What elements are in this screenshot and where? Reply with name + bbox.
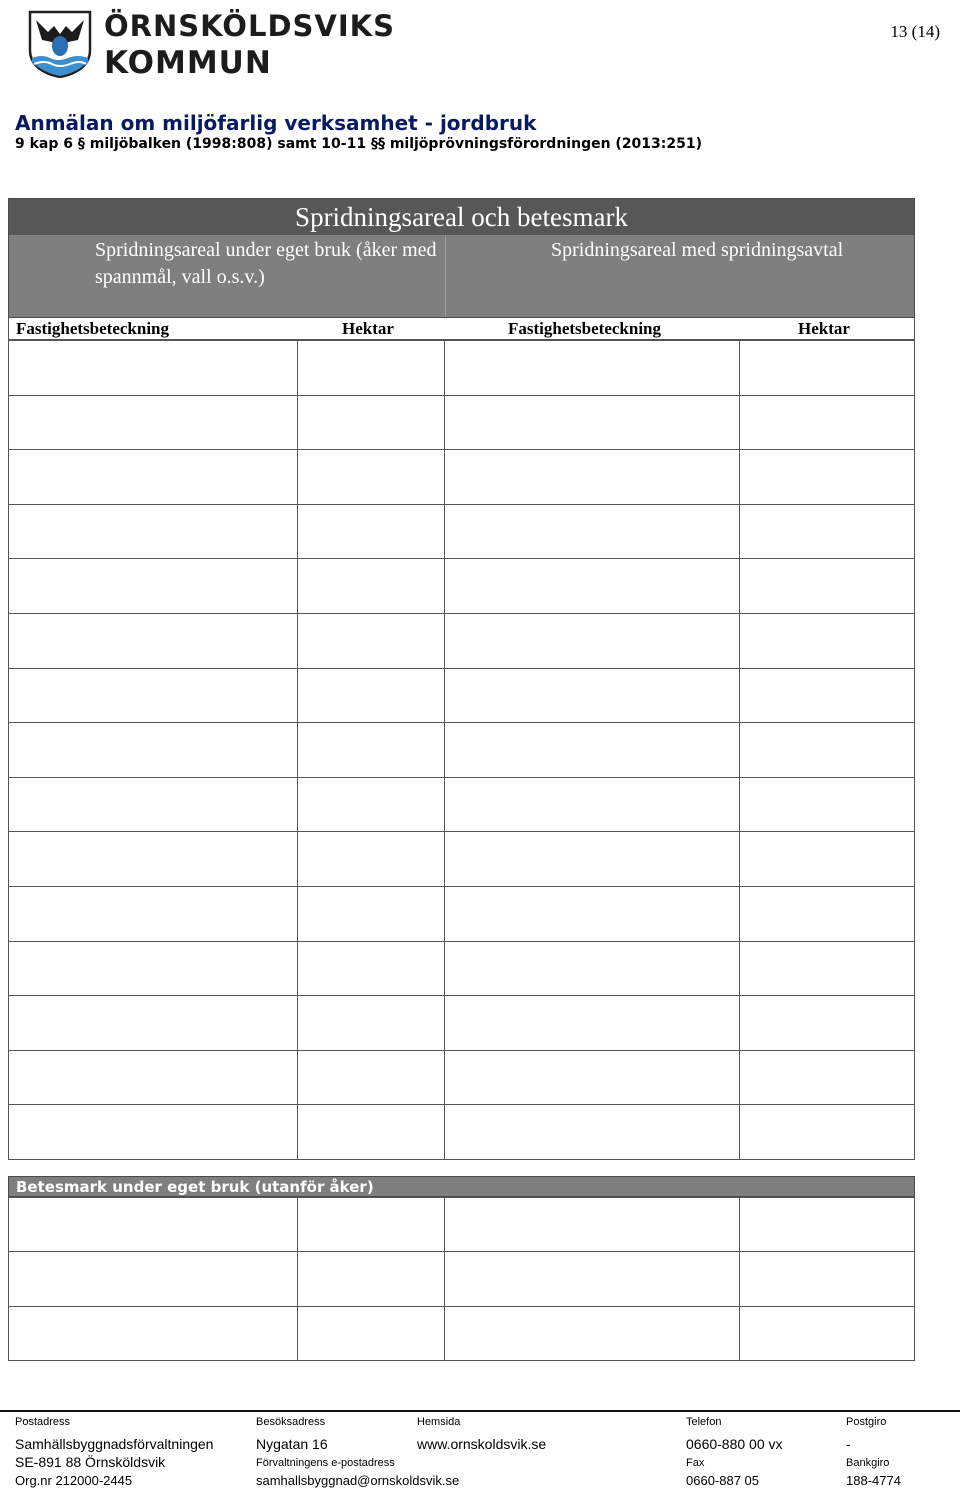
avtal-hektar-cell[interactable]	[740, 1105, 915, 1160]
avtal-fastighetsbeteckning-cell[interactable]	[444, 886, 740, 941]
fastighetsbeteckning-cell[interactable]	[9, 1050, 298, 1105]
footer-postadress-label: Postadress	[15, 1416, 71, 1428]
fastighetsbeteckning-cell[interactable]	[9, 1306, 298, 1360]
avtal-hektar-cell[interactable]	[740, 341, 915, 396]
avtal-fastighetsbeteckning-cell[interactable]	[444, 450, 740, 505]
grazing_rows-row	[9, 1252, 915, 1306]
hektar-cell[interactable]	[297, 341, 444, 396]
avtal-fastighetsbeteckning-cell[interactable]	[444, 559, 740, 614]
document-subtitle: 9 kap 6 § miljöbalken (1998:808) samt 10-11 §§ miljöprövningsförordningen (2013:251)	[15, 136, 703, 152]
avtal-fastighetsbeteckning-cell[interactable]	[444, 777, 740, 832]
fastighetsbeteckning-cell[interactable]	[9, 723, 298, 778]
grazing_rows-row	[9, 1198, 915, 1252]
hektar-cell[interactable]	[297, 1198, 444, 1252]
avtal-fastighetsbeteckning-cell[interactable]	[444, 996, 740, 1051]
grazing_rows-row	[9, 1306, 915, 1360]
avtal-fastighetsbeteckning-cell[interactable]	[444, 1252, 740, 1306]
fastighetsbeteckning-cell[interactable]	[9, 450, 298, 505]
avtal-fastighetsbeteckning-cell[interactable]	[444, 504, 740, 559]
footer-postadress-line1: Samhällsbyggnadsförvaltningen	[15, 1436, 214, 1452]
hektar-cell[interactable]	[297, 504, 444, 559]
hektar-cell[interactable]	[297, 613, 444, 668]
avtal-hektar-cell[interactable]	[740, 1198, 915, 1252]
fastighetsbeteckning-cell[interactable]	[9, 504, 298, 559]
fastighetsbeteckning-cell[interactable]	[9, 559, 298, 614]
section-title: Spridningsareal och betesmark	[295, 202, 628, 232]
main_rows-row	[9, 1105, 915, 1160]
hektar-cell[interactable]	[297, 886, 444, 941]
main_rows-row	[9, 668, 915, 723]
fastighetsbeteckning-cell[interactable]	[9, 832, 298, 887]
hektar-cell[interactable]	[297, 1306, 444, 1360]
main_rows-row	[9, 450, 915, 505]
fastighetsbeteckning-cell[interactable]	[9, 395, 298, 450]
contract-heading: Spridningsareal med spridningsavtal	[551, 239, 844, 261]
document-title: Anmälan om miljöfarlig verksamhet - jordbruk	[15, 111, 537, 135]
municipality-logo	[28, 9, 395, 82]
col-header-hektar-1: Hektar	[342, 319, 394, 338]
page-number: 13 (14)	[890, 22, 940, 41]
footer-bankgiro-label: Bankgiro	[846, 1457, 890, 1469]
avtal-fastighetsbeteckning-cell[interactable]	[444, 1105, 740, 1160]
footer-bankgiro: 188-4774	[846, 1473, 901, 1488]
footer-telefon: 0660-880 00 vx	[686, 1436, 783, 1452]
avtal-hektar-cell[interactable]	[740, 668, 915, 723]
avtal-hektar-cell[interactable]	[740, 1306, 915, 1360]
footer-hemsida-label: Hemsida	[417, 1416, 461, 1428]
logo-text-line1: ÖRNSKÖLDSVIKS	[104, 9, 395, 43]
main_rows-row	[9, 1050, 915, 1105]
hektar-cell[interactable]	[297, 395, 444, 450]
avtal-fastighetsbeteckning-cell[interactable]	[444, 1198, 740, 1252]
page-footer	[0, 1410, 960, 1491]
footer-epost: samhallsbyggnad@ornskoldsvik.se	[256, 1473, 460, 1488]
coat-of-arms-icon	[28, 10, 92, 78]
main_rows-row	[9, 613, 915, 668]
spreading-area-table	[8, 340, 915, 1160]
main_rows-row	[9, 559, 915, 614]
avtal-hektar-cell[interactable]	[740, 559, 915, 614]
footer-besoksadress: Nygatan 16	[256, 1436, 328, 1452]
logo-text-line2: KOMMUN	[104, 45, 272, 81]
hektar-cell[interactable]	[297, 1105, 444, 1160]
avtal-hektar-cell[interactable]	[740, 504, 915, 559]
avtal-hektar-cell[interactable]	[740, 941, 915, 996]
fastighetsbeteckning-cell[interactable]	[9, 613, 298, 668]
col-header-hektar-2: Hektar	[798, 319, 850, 338]
avtal-hektar-cell[interactable]	[740, 613, 915, 668]
fastighetsbeteckning-cell[interactable]	[9, 996, 298, 1051]
hektar-cell[interactable]	[297, 777, 444, 832]
col-header-fastighet-1: Fastighetsbeteckning	[16, 319, 169, 338]
fastighetsbeteckning-cell[interactable]	[9, 886, 298, 941]
avtal-fastighetsbeteckning-cell[interactable]	[444, 1306, 740, 1360]
avtal-fastighetsbeteckning-cell[interactable]	[444, 613, 740, 668]
hektar-cell[interactable]	[297, 941, 444, 996]
footer-fax-label: Fax	[686, 1457, 705, 1469]
footer-hemsida: www.ornskoldsvik.se	[417, 1436, 547, 1452]
avtal-hektar-cell[interactable]	[740, 1050, 915, 1105]
footer-orgnr: Org.nr 212000-2445	[15, 1473, 133, 1488]
footer-postgiro: -	[846, 1436, 851, 1452]
footer-postgiro-label: Postgiro	[846, 1416, 887, 1428]
avtal-fastighetsbeteckning-cell[interactable]	[444, 1050, 740, 1105]
avtal-hektar-cell[interactable]	[740, 832, 915, 887]
hektar-cell[interactable]	[297, 996, 444, 1051]
footer-epost-label: Förvaltningens e-postadress	[256, 1457, 395, 1469]
hektar-cell[interactable]	[297, 1252, 444, 1306]
hektar-cell[interactable]	[297, 723, 444, 778]
avtal-hektar-cell[interactable]	[740, 886, 915, 941]
fastighetsbeteckning-cell[interactable]	[9, 1105, 298, 1160]
main_rows-row	[9, 723, 915, 778]
main_rows-row	[9, 777, 915, 832]
main_rows-row	[9, 832, 915, 887]
avtal-hektar-cell[interactable]	[740, 996, 915, 1051]
avtal-hektar-cell[interactable]	[740, 777, 915, 832]
avtal-fastighetsbeteckning-cell[interactable]	[444, 668, 740, 723]
avtal-fastighetsbeteckning-cell[interactable]	[444, 341, 740, 396]
column-headers	[8, 317, 915, 340]
fastighetsbeteckning-cell[interactable]	[9, 341, 298, 396]
fastighetsbeteckning-cell[interactable]	[9, 1252, 298, 1306]
col-header-fastighet-2: Fastighetsbeteckning	[508, 319, 661, 338]
avtal-hektar-cell[interactable]	[740, 395, 915, 450]
fastighetsbeteckning-cell[interactable]	[9, 777, 298, 832]
footer-fax: 0660-887 05	[686, 1473, 760, 1488]
hektar-cell[interactable]	[297, 832, 444, 887]
avtal-hektar-cell[interactable]	[740, 723, 915, 778]
main_rows-row	[9, 341, 915, 396]
main_rows-row	[9, 941, 915, 996]
main_rows-row	[9, 996, 915, 1051]
section-header	[8, 198, 915, 318]
hektar-cell[interactable]	[297, 1050, 444, 1105]
hektar-cell[interactable]	[297, 668, 444, 723]
avtal-hektar-cell[interactable]	[740, 450, 915, 505]
fastighetsbeteckning-cell[interactable]	[9, 1198, 298, 1252]
header-divider	[445, 235, 446, 317]
grazing-label: Betesmark under eget bruk (utanför åker)	[8, 1176, 915, 1197]
fastighetsbeteckning-cell[interactable]	[9, 941, 298, 996]
hektar-cell[interactable]	[297, 450, 444, 505]
avtal-fastighetsbeteckning-cell[interactable]	[444, 723, 740, 778]
main_rows-row	[9, 504, 915, 559]
footer-telefon-label: Telefon	[686, 1416, 722, 1428]
main_rows-row	[9, 395, 915, 450]
footer-postadress-line2: SE-891 88 Örnsköldsvik	[15, 1454, 166, 1470]
hektar-cell[interactable]	[297, 559, 444, 614]
avtal-fastighetsbeteckning-cell[interactable]	[444, 395, 740, 450]
grazing-table	[8, 1197, 915, 1361]
fastighetsbeteckning-cell[interactable]	[9, 668, 298, 723]
footer-besoksadress-label: Besöksadress	[256, 1416, 326, 1428]
avtal-hektar-cell[interactable]	[740, 1252, 915, 1306]
main_rows-row	[9, 886, 915, 941]
own-use-heading: Spridningsareal under eget bruk (åker med spannmål, vall o.s.v.)	[95, 239, 437, 288]
avtal-fastighetsbeteckning-cell[interactable]	[444, 832, 740, 887]
avtal-fastighetsbeteckning-cell[interactable]	[444, 941, 740, 996]
